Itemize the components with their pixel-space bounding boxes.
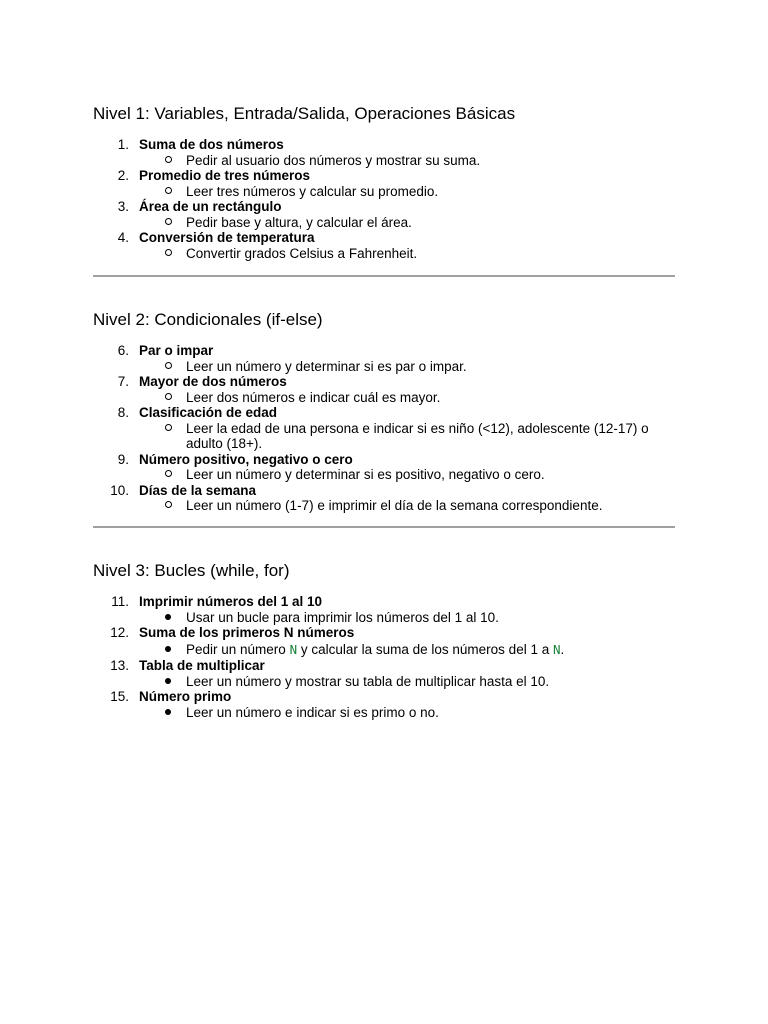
item-description-mid: y calcular la suma de los números del 1 a [297, 641, 553, 657]
item-title: Promedio de tres números [139, 168, 311, 183]
item-description: Pedir al usuario dos números y mostrar su suma. [186, 152, 481, 168]
item-description: Leer un número (1-7) e imprimir el día de la semana correspondiente. [186, 498, 603, 513]
inline-code: N [289, 641, 298, 657]
section-nivel-2 [93, 310, 678, 513]
hollow-bullet-icon [162, 498, 174, 514]
item-title: Suma de dos números [139, 137, 284, 152]
solid-bullet-icon [162, 705, 174, 721]
item-number: 10. [110, 482, 129, 498]
item-title: Conversión de temperatura [139, 230, 315, 245]
item-description-continued: adulto (18+). [186, 436, 263, 451]
item-title: Tabla de multiplicar [139, 658, 265, 673]
item-title: Número primo [139, 689, 232, 704]
hollow-bullet-icon [162, 184, 174, 200]
item-title: Número positivo, negativo o cero [139, 451, 353, 467]
item-title: Área de un rectángulo [139, 199, 282, 214]
item-title: Suma de los primeros N números [139, 625, 355, 640]
item-description: Leer tres números y calcular su promedio. [186, 183, 439, 199]
hollow-bullet-icon [162, 467, 174, 483]
solid-bullet-icon [162, 610, 174, 626]
hollow-bullet-icon [162, 390, 174, 406]
item-number: 8. [117, 405, 129, 420]
item-description: Leer un número y determinar si es par o impar. [186, 358, 467, 374]
item-number: 15. [110, 689, 129, 704]
item-number: 1. [117, 137, 129, 152]
section-nivel-3 [93, 561, 678, 720]
item-number: 11. [111, 594, 129, 609]
section-title: Nivel 3: Bucles (while, for) [93, 561, 290, 580]
hollow-bullet-icon [162, 246, 174, 262]
item-title: Días de la semana [139, 482, 257, 498]
item-number: 4. [117, 230, 129, 245]
item-description: Leer dos números e indicar cuál es mayor. [186, 389, 441, 405]
item-title: Mayor de dos números [139, 374, 287, 389]
item-description: Usar un bucle para imprimir los números del 1 al 10. [186, 609, 499, 625]
item-title: Par o impar [139, 343, 214, 358]
hollow-bullet-icon [162, 359, 174, 375]
solid-bullet-icon [162, 642, 174, 658]
item-number: 12. [110, 625, 129, 640]
hollow-bullet-icon [162, 421, 174, 437]
item-title: Clasificación de edad [139, 405, 278, 420]
item-description: Leer un número y determinar si es positivo, negativo o cero. [186, 467, 545, 482]
inline-code: N [552, 641, 561, 657]
item-title: Imprimir números del 1 al 10 [139, 594, 323, 609]
item-description-pre: Pedir un número [186, 641, 290, 657]
item-number: 7. [117, 374, 129, 389]
section-nivel-1 [93, 104, 678, 261]
hollow-bullet-icon [162, 215, 174, 231]
hollow-bullet-icon [162, 153, 174, 169]
item-description: Leer la edad de una persona e indicar si es niño (<12), adolescente (12-17) o [186, 420, 649, 436]
item-number: 13. [110, 658, 129, 673]
item-description: Leer un número e indicar si es primo o no. [186, 704, 439, 720]
item-description: Leer un número y mostrar su tabla de multiplicar hasta el 10. [186, 673, 550, 689]
item-description: Pedir base y altura, y calcular el área. [186, 214, 412, 230]
solid-bullet-icon [162, 674, 174, 690]
section-title: Nivel 1: Variables, Entrada/Salida, Operaciones Básicas [93, 104, 516, 123]
section-title: Nivel 2: Condicionales (if-else) [93, 310, 323, 329]
item-number: 2. [117, 168, 129, 183]
horizontal-divider [93, 275, 675, 277]
horizontal-divider [93, 526, 675, 528]
item-number: 3. [117, 199, 129, 214]
item-number: 9. [117, 451, 129, 467]
item-number: 6. [117, 343, 129, 358]
item-description: Convertir grados Celsius a Fahrenheit. [186, 245, 418, 261]
item-description-post: . [560, 641, 565, 657]
